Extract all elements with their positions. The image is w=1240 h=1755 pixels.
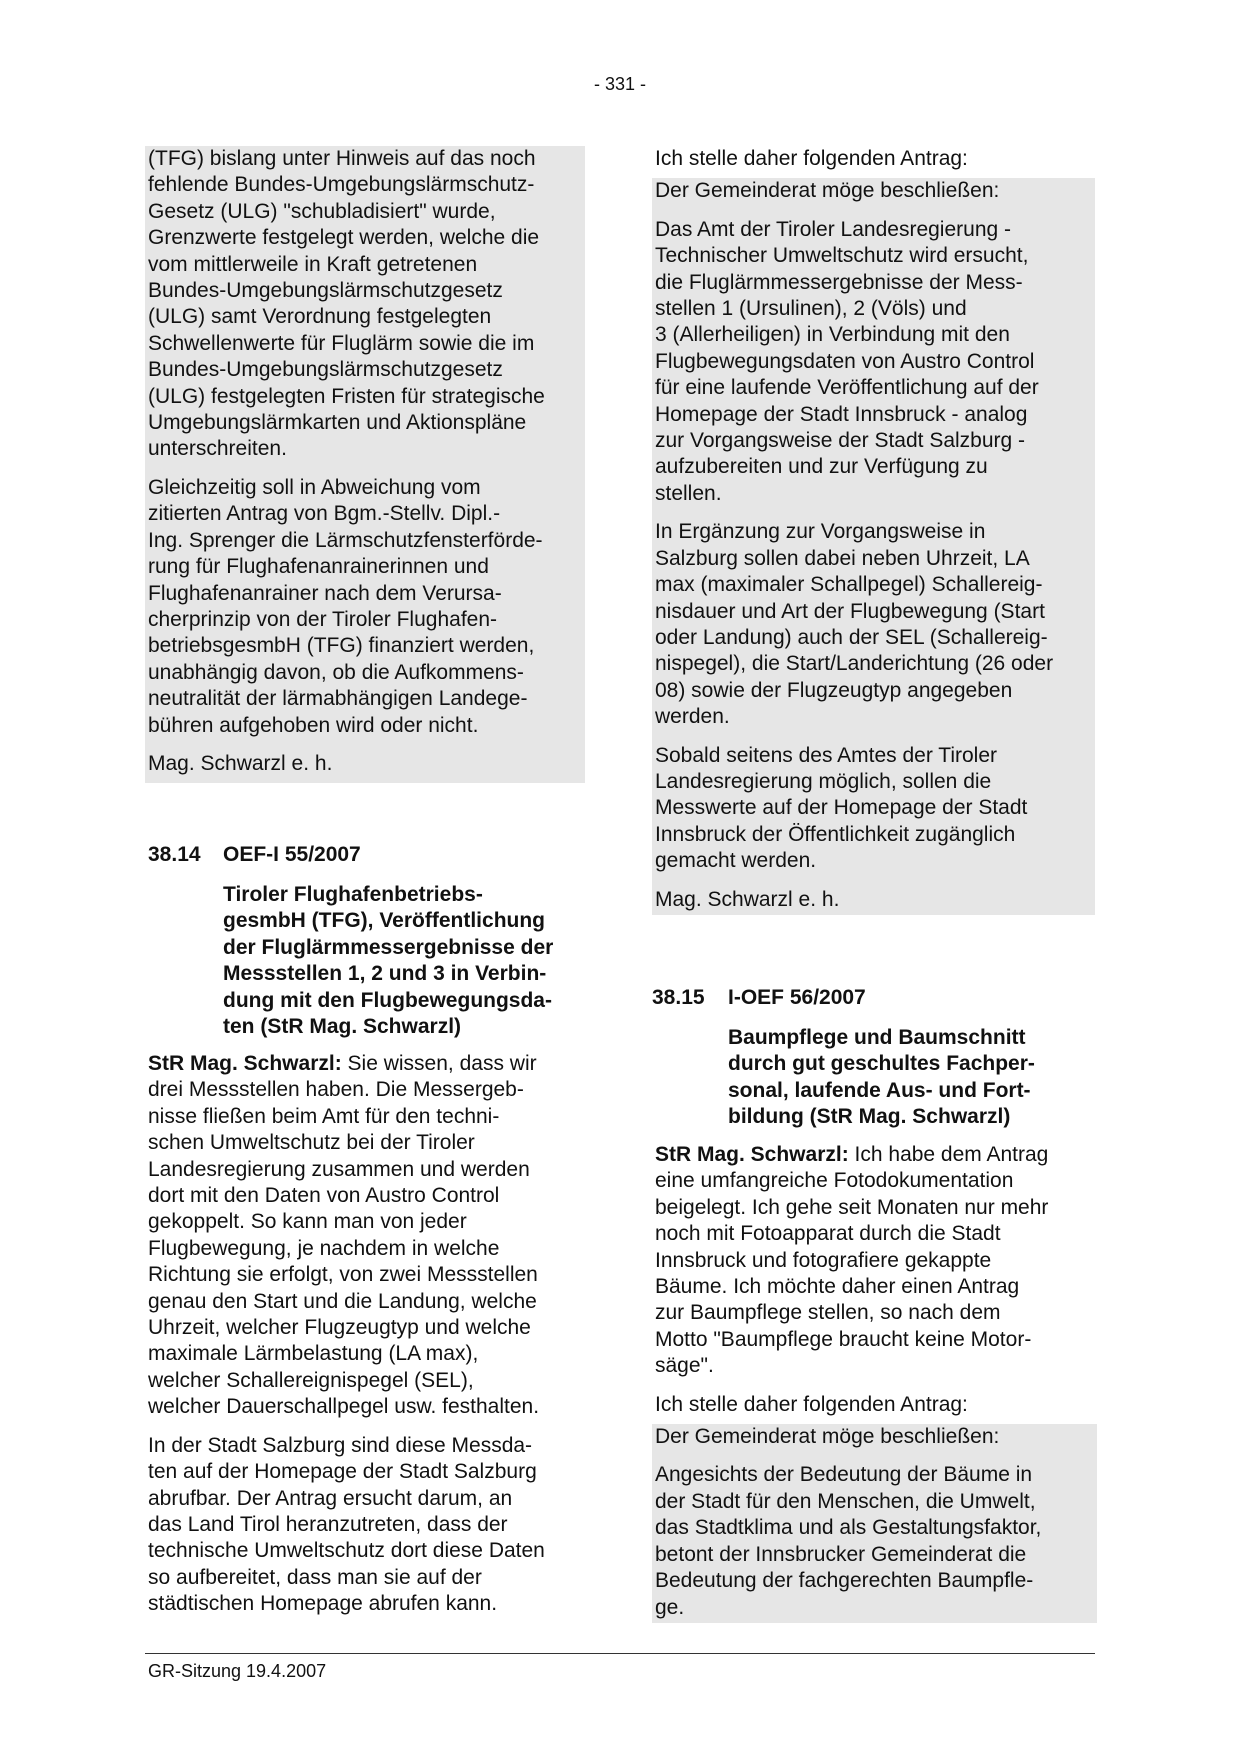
title-line: sonal, laufende Aus- und Fort-: [728, 1078, 1031, 1102]
shaded-motion: [652, 178, 1095, 915]
text-line: Uhrzeit, welcher Flugzeugtyp und welche: [148, 1316, 531, 1340]
text-line: cherprinzip von der Tiroler Flughafen-: [148, 607, 498, 631]
text-line: stellen.: [655, 481, 722, 505]
text-line: Flughafenanrainer nach dem Verursa-: [148, 581, 502, 605]
text-line: Motto "Baumpflege braucht keine Motor-: [655, 1327, 1032, 1351]
text-line: abrufbar. Der Antrag ersucht darum, an: [148, 1486, 513, 1510]
text-line: Landesregierung möglich, sollen die: [655, 769, 992, 793]
text-line: betriebsgesmbH (TFG) finanziert werden,: [148, 634, 535, 658]
text-line: Homepage der Stadt Innsbruck - analog: [655, 402, 1028, 426]
text-line: nisdauer und Art der Flugbewegung (Start: [655, 599, 1045, 623]
text-line: zur Baumpflege stellen, so nach dem: [655, 1301, 1001, 1325]
motion-paragraph-3: [655, 743, 1095, 875]
title-line: Messstellen 1, 2 und 3 in Verbin-: [223, 962, 547, 986]
text-line: Bundes-Umgebungslärmschutzgesetz: [148, 358, 503, 382]
text-line: Richtung sie erfolgt, von zwei Messstellen: [148, 1263, 538, 1287]
title-line: durch gut geschultes Fachper-: [728, 1052, 1035, 1076]
text-line: Flugbewegung, je nachdem in welche: [148, 1236, 500, 1260]
text-line: die Fluglärmmessergebnisse der Mess-: [655, 270, 1023, 294]
title-line: Baumpflege und Baumschnitt: [728, 1026, 1026, 1049]
text-line: das Stadtklima und als Gestaltungsfaktor,: [655, 1516, 1042, 1540]
text-line: noch mit Fotoapparat durch die Stadt: [655, 1222, 1001, 1246]
text-line: dort mit den Daten von Austro Control: [148, 1184, 500, 1208]
motion-intro: Ich stelle daher folgenden Antrag:: [655, 147, 968, 170]
text-line: Technischer Umweltschutz wird ersucht,: [655, 244, 1029, 268]
text-line: säge".: [655, 1354, 714, 1378]
motion-paragraph-1: [148, 146, 585, 463]
text-line: nisse fließen beim Amt für den techni-: [148, 1104, 500, 1128]
text-line: das Land Tirol heranzutreten, dass der: [148, 1512, 508, 1536]
left-column: [145, 146, 585, 783]
text-line: gekoppelt. So kann man von jeder: [148, 1210, 467, 1234]
shaded-motion: [652, 1424, 1097, 1623]
text-line: gemacht werden.: [655, 849, 817, 873]
text-line: stellen 1 (Ursulinen), 2 (Völs) und: [655, 297, 967, 321]
text-line: beigelegt. Ich gehe seit Monaten nur mehr: [655, 1195, 1049, 1219]
text-line: neutralität der lärmabhängigen Landege-: [148, 687, 528, 711]
text-line: Salzburg sollen dabei neben Uhrzeit, LA: [655, 546, 1030, 570]
text-line: 3 (Allerheiligen) in Verbindung mit den: [655, 323, 1010, 347]
text-line: technische Umweltschutz dort diese Daten: [148, 1539, 545, 1563]
text-line: 08) sowie der Flugzeugtyp angegeben: [655, 678, 1013, 702]
text-line: eine umfangreiche Fotodokumentation: [655, 1169, 1014, 1193]
section-title: [223, 882, 593, 1040]
speech-paragraph: [148, 1051, 588, 1421]
signature: Mag. Schwarzl e. h.: [655, 887, 840, 911]
text-line: Flugbewegungsdaten von Austro Control: [655, 349, 1035, 373]
text-line: aufzubereiten und zur Verfügung zu: [655, 455, 988, 479]
text-line: Ich habe dem Antrag: [848, 1143, 1049, 1166]
motion-intro: Ich stelle daher folgenden Antrag:: [655, 1392, 968, 1416]
text-line: betont der Innsbrucker Gemeinderat die: [655, 1542, 1027, 1566]
motion-header: Der Gemeinderat möge beschließen:: [655, 1425, 1000, 1449]
text-line: (ULG) samt Verordnung festgelegten: [148, 305, 492, 329]
footer-text: GR-Sitzung 19.4.2007: [148, 1661, 327, 1681]
motion-paragraph-2: [148, 475, 585, 739]
text-line: ten auf der Homepage der Stadt Salzburg: [148, 1460, 537, 1484]
speech-paragraph: [652, 1142, 1097, 1380]
text-line: Bäume. Ich möchte daher einen Antrag: [655, 1275, 1020, 1299]
text-line: drei Messstellen haben. Die Messergeb-: [148, 1078, 524, 1102]
section-number: 38.14: [148, 843, 201, 866]
text-line: zur Vorgangsweise der Stadt Salzburg -: [655, 429, 1026, 453]
text-line: Landesregierung zusammen und werden: [148, 1157, 530, 1181]
text-line: Sobald seitens des Amtes der Tiroler: [655, 743, 998, 767]
text-line: fehlende Bundes-Umgebungslärmschutz-: [148, 173, 535, 197]
shaded-motion-continuation: [145, 146, 585, 783]
text-line: welcher Dauerschallpegel usw. festhalten.: [148, 1395, 540, 1419]
text-line: für eine laufende Veröffentlichung auf der: [655, 376, 1039, 400]
text-line: Bedeutung der fachgerechten Baumpfle-: [655, 1569, 1034, 1593]
motion-paragraph-1: [655, 217, 1095, 507]
title-line: gesmbH (TFG), Veröffentlichung: [223, 909, 546, 933]
speech-paragraph: [148, 1433, 588, 1618]
section-title: [728, 1025, 1098, 1131]
text-line: Schwellenwerte für Fluglärm sowie die im: [148, 331, 535, 355]
motion-paragraph: [655, 1462, 1097, 1620]
text-line: Ing. Sprenger die Lärmschutzfensterförde-: [148, 528, 543, 552]
page-number: - 331 -: [593, 74, 647, 94]
section-code: OEF-I 55/2007: [223, 843, 361, 866]
title-line: der Fluglärmmessergebnisse der: [223, 935, 554, 959]
text-line: (ULG) festgelegten Fristen für strategische: [148, 384, 545, 408]
text-line: max (maximaler Schallpegel) Schallereig-: [655, 573, 1043, 597]
signature: Mag. Schwarzl e. h.: [148, 751, 333, 775]
text-line: rung für Flughafenanrainerinnen und: [148, 555, 489, 579]
text-line: In der Stadt Salzburg sind diese Messda-: [148, 1433, 533, 1457]
text-line: Innsbruck der Öffentlichkeit zugänglich: [655, 822, 1016, 846]
text-line: ge.: [655, 1595, 685, 1619]
section-3814-body: [148, 1051, 588, 1618]
motion-paragraph-2: [655, 519, 1095, 730]
text-line: Messwerte auf der Homepage der Stadt: [655, 796, 1028, 820]
text-line: bühren aufgehoben wird oder nicht.: [148, 713, 479, 737]
section-3815-body: [652, 1142, 1097, 1623]
text-line: genau den Start und die Landung, welche: [148, 1289, 537, 1313]
text-line: Sie wissen, dass wir: [341, 1052, 537, 1075]
text-line: Gesetz (ULG) "schubladisiert" wurde,: [148, 199, 496, 223]
text-line: werden.: [655, 705, 730, 729]
section-number: 38.15: [652, 986, 705, 1009]
speaker-name: StR Mag. Schwarzl:: [655, 1143, 849, 1166]
text-line: schen Umweltschutz bei der Tiroler: [148, 1131, 475, 1155]
speaker-name: StR Mag. Schwarzl:: [148, 1052, 342, 1075]
text-line: Angesichts der Bedeutung der Bäume in: [655, 1463, 1033, 1487]
title-line: bildung (StR Mag. Schwarzl): [728, 1105, 1011, 1129]
text-line: unabhängig davon, ob die Aufkommens-: [148, 660, 524, 684]
text-line: vom mittlerweile in Kraft getretenen: [148, 252, 478, 276]
text-line: der Stadt für den Menschen, die Umwelt,: [655, 1489, 1036, 1513]
text-line: In Ergänzung zur Vorgangsweise in: [655, 520, 986, 544]
title-line: dung mit den Flugbewegungsda-: [223, 988, 552, 1012]
text-line: Innsbruck und fotografiere gekappte: [655, 1248, 992, 1272]
text-line: welcher Schallereignispegel (SEL),: [148, 1368, 474, 1392]
text-line: Das Amt der Tiroler Landesregierung -: [655, 217, 1012, 241]
text-line: zitierten Antrag von Bgm.-Stellv. Dipl.-: [148, 502, 501, 526]
text-line: (TFG) bislang unter Hinweis auf das noch: [148, 147, 536, 170]
motion-header: Der Gemeinderat möge beschließen:: [655, 179, 1000, 203]
title-line: Tiroler Flughafenbetriebs-: [223, 883, 483, 906]
text-line: nispegel), die Start/Landerichtung (26 oder: [655, 652, 1054, 676]
text-line: so aufbereitet, dass man sie auf der: [148, 1565, 482, 1589]
text-line: Gleichzeitig soll in Abweichung vom: [148, 475, 481, 499]
text-line: unterschreiten.: [148, 437, 287, 461]
title-line: ten (StR Mag. Schwarzl): [223, 1015, 462, 1039]
text-line: oder Landung) auch der SEL (Schallereig-: [655, 625, 1048, 649]
text-line: städtischen Homepage abrufen kann.: [148, 1592, 498, 1616]
text-line: maximale Lärmbelastung (LA max),: [148, 1342, 479, 1366]
right-column: [652, 146, 1095, 915]
footer-divider: [145, 1653, 1095, 1654]
text-line: Umgebungslärmkarten und Aktionspläne: [148, 411, 527, 435]
section-code: I-OEF 56/2007: [728, 986, 866, 1009]
text-line: Grenzwerte festgelegt werden, welche die: [148, 226, 540, 250]
text-line: Bundes-Umgebungslärmschutzgesetz: [148, 279, 503, 303]
